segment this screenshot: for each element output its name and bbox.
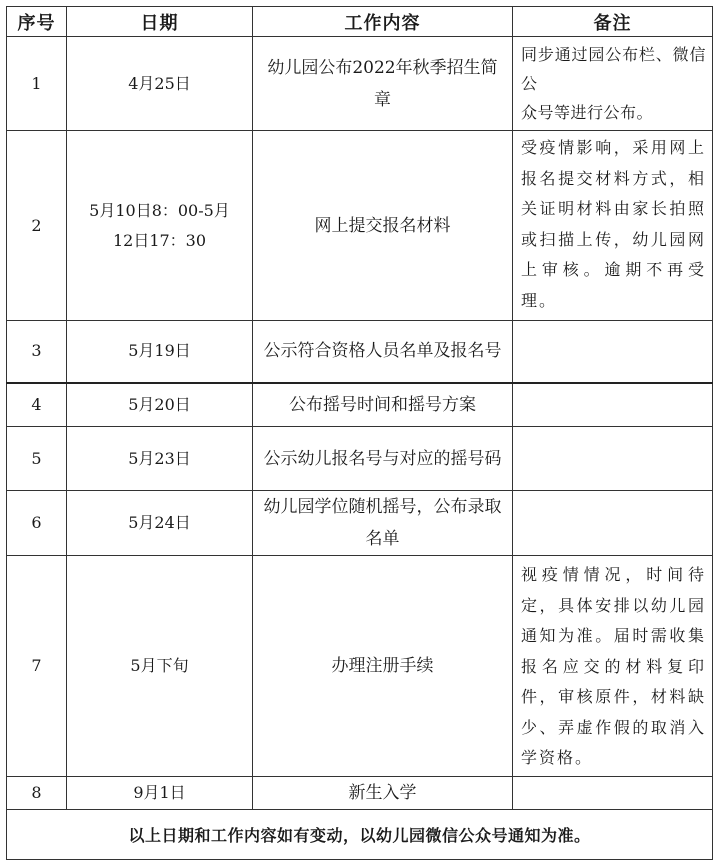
row-note-text: 同步通过园公布栏、微信公 众号等进行公布。 xyxy=(521,45,706,122)
row-note: 受疫情影响，采用网上报名提交材料方式，相关证明材料由家长拍照或扫描上传，幼儿园网上审核。逾期不再受理。 xyxy=(513,131,713,321)
row-content: 办理注册手续 xyxy=(253,556,513,777)
row-date: 5月24日 xyxy=(67,491,253,556)
row-content: 新生入学 xyxy=(253,777,513,810)
footer-row xyxy=(7,810,713,860)
table-row xyxy=(7,321,713,383)
row-date: 9月1日 xyxy=(67,777,253,810)
row-content: 幼儿园公布2022年秋季招生简章 xyxy=(253,37,513,131)
row-content: 网上提交报名材料 xyxy=(253,131,513,321)
row-note xyxy=(513,383,713,427)
row-no: 1 xyxy=(7,37,67,131)
row-content: 公布摇号时间和摇号方案 xyxy=(253,383,513,427)
row-content: 公示符合资格人员名单及报名号 xyxy=(253,321,513,383)
header-date: 日期 xyxy=(67,7,253,37)
table-row xyxy=(7,556,713,777)
row-note xyxy=(513,37,713,131)
row-date: 5月19日 xyxy=(67,321,253,383)
row-date: 5月20日 xyxy=(67,383,253,427)
header-row xyxy=(7,7,713,37)
row-note xyxy=(513,427,713,491)
header-note: 备注 xyxy=(513,7,713,37)
row-note xyxy=(513,321,713,383)
row-no: 7 xyxy=(7,556,67,777)
row-no: 2 xyxy=(7,131,67,321)
row-content: 幼儿园学位随机摇号，公布录取名单 xyxy=(253,491,513,556)
table-row xyxy=(7,37,713,131)
header-content: 工作内容 xyxy=(253,7,513,37)
row-no: 6 xyxy=(7,491,67,556)
row-date: 4月25日 xyxy=(67,37,253,131)
enrollment-schedule-table xyxy=(6,6,713,860)
row-no: 8 xyxy=(7,777,67,810)
row-date: 5月下旬 xyxy=(67,556,253,777)
table-row xyxy=(7,491,713,556)
row-no: 3 xyxy=(7,321,67,383)
row-note xyxy=(513,491,713,556)
table-row xyxy=(7,383,713,427)
row-note: 视疫情情况，时间待定，具体安排以幼儿园通知为准。届时需收集报名应交的材料复印件，审核原件，材料缺少、弄虚作假的取消入学资格。 xyxy=(513,556,713,777)
header-no: 序号 xyxy=(7,7,67,37)
row-note xyxy=(513,777,713,810)
table-row xyxy=(7,131,713,321)
row-date: 5月10日8：00-5月12日17：30 xyxy=(67,131,253,321)
row-date: 5月23日 xyxy=(67,427,253,491)
table-row xyxy=(7,427,713,491)
footer-notice: 以上日期和工作内容如有变动，以幼儿园微信公众号通知为准。 xyxy=(7,810,713,860)
table-row xyxy=(7,777,713,810)
row-content: 公示幼儿报名号与对应的摇号码 xyxy=(253,427,513,491)
row-no: 4 xyxy=(7,383,67,427)
row-no: 5 xyxy=(7,427,67,491)
